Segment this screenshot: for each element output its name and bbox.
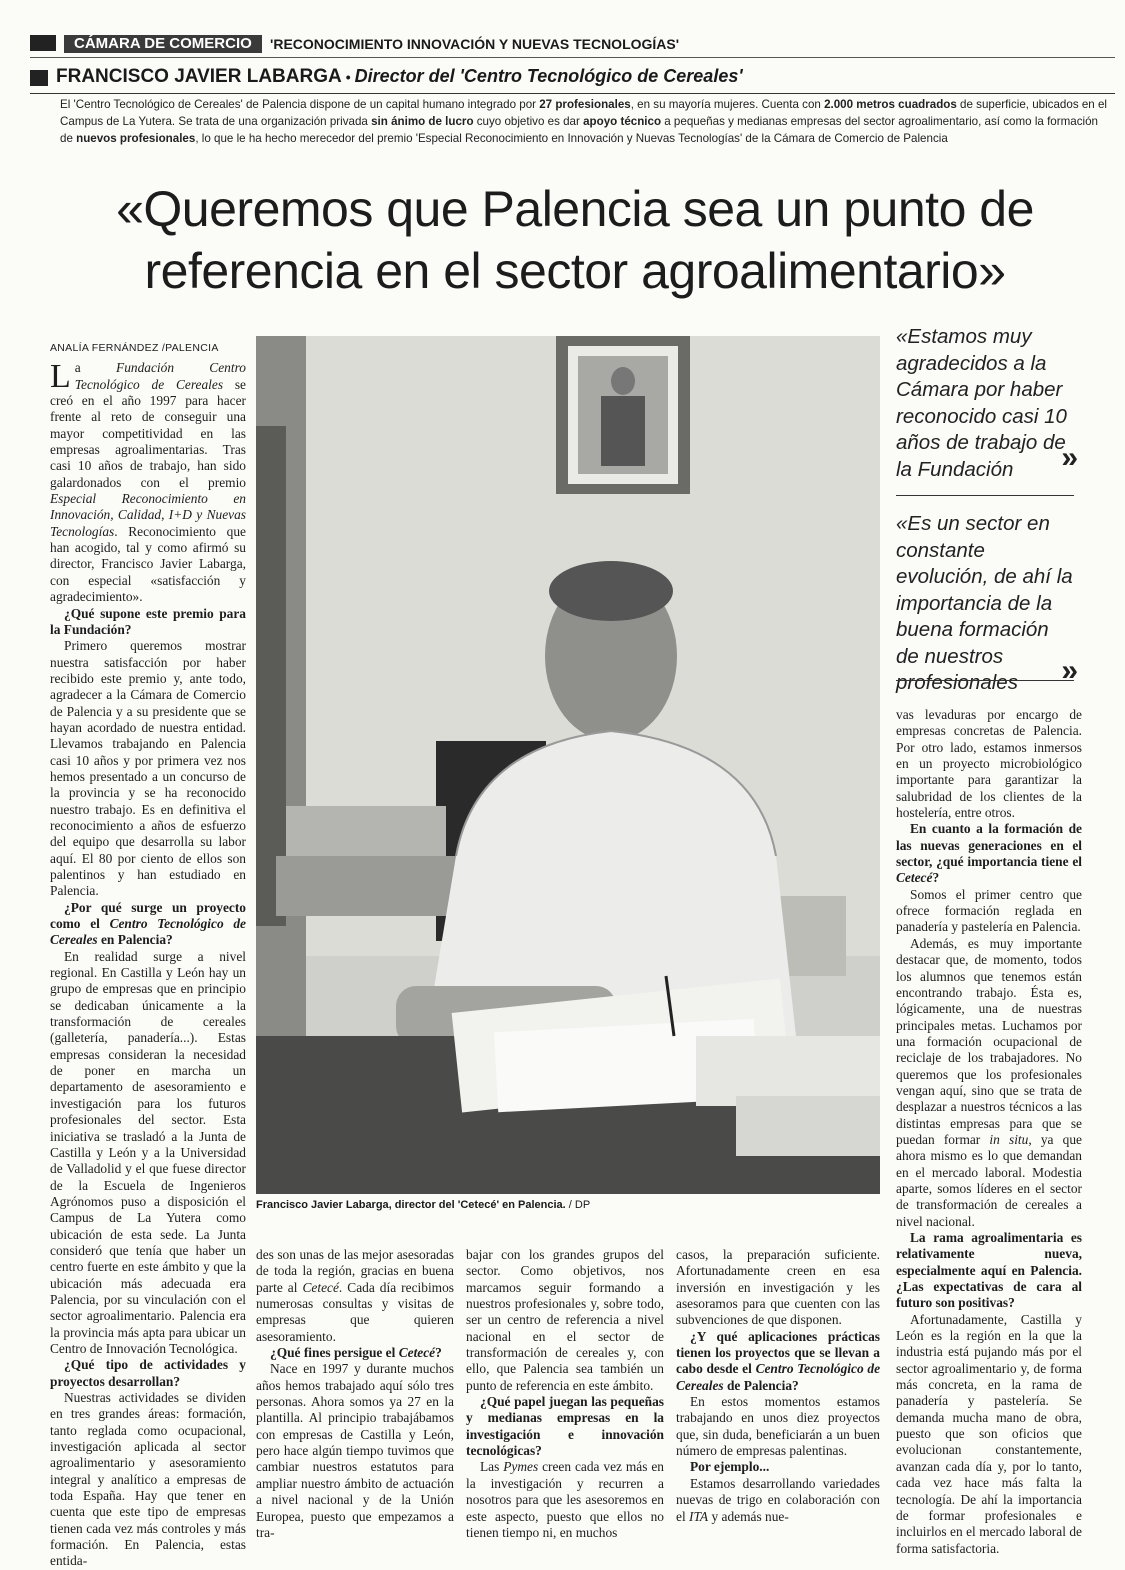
paragraph: Somos el primer centro que ofrece formación reglada en panadería y pastelería en Palencia. xyxy=(896,886,1082,935)
article-column-3 xyxy=(466,1247,664,1541)
section-marker xyxy=(30,35,56,51)
intro-lede: El 'Centro Tecnológico de Cereales' de Palencia dispone de un capital humano integrado por 27 profesionales, en su mayoría mujeres. Cuenta con 2.000 metros cuadrados de superficie, ubicados en el Campus de La Yutera. Se trata de una organización privada sin ánimo de lucro cuyo objetivo es dar apoyo técnico a pequeñas y medianas empresas del sector agroalimentario, así como la formación de nuevos profesionales, lo que le ha hecho merecedor del premio 'Especial Reconocimiento en Innovación y Nuevas Tecnologías' de la Cámara de Comercio de Palencia xyxy=(60,98,1107,145)
paragraph: Además, es muy importante destacar que, de momento, todos los alumnos que tenemos están encontrando trabajo. Ésta es, lógicamente, una de nuestras principales metas. Luchamos por una formación ocupacional de reciclaje de los trabajadores. No queremos que los profesionales vengan aquí, sino que se trata de desplazar a nuestros técnicos a las distintas empresas para que se puedan formar in situ, ya que ahora mismo es lo que demandan en el mercado laboral. Modestia aparte, somos líderes en el sector de transformación de cereales a nivel nacional. xyxy=(896,935,1082,1229)
interviewee-role: Director del 'Centro Tecnológico de Cereales' xyxy=(354,66,743,86)
guillemet-icon: » xyxy=(1061,654,1074,687)
portrait-photo xyxy=(256,336,880,1194)
headline-line-2: referencia en el sector agroalimentario» xyxy=(144,243,1006,299)
caption-text: Francisco Javier Labarga, director del 'Cetecé' en Palencia. xyxy=(256,1199,566,1211)
question: La rama agroalimentaria es relativamente nueva, especialmente aquí en Palencia. ¿Las expectativas de cara al futuro son positivas? xyxy=(896,1230,1082,1311)
headline xyxy=(50,178,1100,302)
paragraph: La Fundación Centro Tecnológico de Cereales se creó en el año 1997 para hacer frente al reto de conseguir una mayor competitividad en las empresas agroalimentarias. Tras casi 10 años de trabajo, han sido galardonados con el premio Especial Reconocimiento en Innovación, Calidad, I+D y Nuevas Tecnologías. Reconocimiento que han acogido, tal y como afirmó su director, Francisco Javier Labarga, con especial «satisfacción y agradecimiento». xyxy=(50,358,247,605)
pull-quote-divider xyxy=(896,680,1074,681)
paragraph: bajar con los grandes grupos del sector. Como objetivos, nos marcamos seguir formando a nuestros profesionales y, sobre todo, ser un centro de referencia a nivel nacional en el sector de transformación de cereales y, con ello, que Palencia sea también un punto de referencia en este ámbito. xyxy=(466,1247,664,1393)
paragraph: Las Pymes creen cada vez más en la investigación y recurren a nosotros para que les asesoremos en este aspecto, puesto que ellos no tienen tiempo ni, en muchos xyxy=(466,1459,664,1540)
author-byline: ANALÍA FERNÁNDEZ /PALENCIA xyxy=(50,342,219,354)
question: ¿Qué fines persigue el Cetecé? xyxy=(270,1345,442,1361)
byline-separator: • xyxy=(345,69,351,85)
paragraph: En realidad surge a nivel regional. En Castilla y León hay un grupo de empresas que en principio se dedicaban únicamente a la transformación de cereales (galletería, panadería...). Estas empresas consideran la necesidad de poner en marcha un departamento de asesoramiento e investigación para los futuros profesionales del sector. Esta iniciativa se trasladó a la Junta de Castilla y León y a la Universidad de Valladolid y el que fuese director de la Escuela de Ingenieros Agrónomos puso a disposición el Campus de La Yutera como ubicación de esta sede. La Junta consideró que tenía que haber un centro fuerte en este ámbito y que la ubicación más adecuada era Palencia, por su vinculación con el sector agroalimentario. Palencia era la provincia más apta para ubicar un Centro de Innovación Tecnológica. xyxy=(50,948,246,1356)
question: En cuanto a la formación de las nuevas generaciones en el sector, ¿qué importancia tiene el Cetecé? xyxy=(896,821,1082,886)
drop-cap: L xyxy=(50,358,71,396)
question: ¿Por qué surge un proyecto como el Centro Tecnológico de Cereales en Palencia? xyxy=(50,899,246,948)
question: Por ejemplo... xyxy=(690,1459,770,1475)
headline-line-1: «Queremos que Palencia sea un punto de xyxy=(116,181,1034,237)
paragraph: Nace en 1997 y durante muchos años hemos trabajado aquí sólo tres personas. Ahora somos ya 27 en la plantilla. Al principio trabajábamos con empresas de Castilla y León, pero hace algún tiempo tuvimos que cambiar nuestros estatutos para ampliar nuestro ámbito de actuación a nivel nacional y de la Unión Europea, puesto que empezamos a tra- xyxy=(256,1361,454,1540)
paragraph: Primero queremos mostrar nuestra satisfacción por haber recibido este premio y, ante todo, agradecer a la Cámara de Comercio de Palencia y a su presidente que se hayan acordado de nuestra entidad. Llevamos trabajando en Palencia casi 10 años y por primera vez nos hemos presentado a un concurso de la provincia y se ha reconocido nuestro trabajo. Es en definitiva el reconocimiento a años de esfuerzo del equipo que desarrolla su labor aquí. El 80 por ciento de ellos son palentinos y han estudiado en Palencia. xyxy=(50,638,246,899)
subsection-label: 'RECONOCIMIENTO INNOVACIÓN Y NUEVAS TECNOLOGÍAS' xyxy=(270,36,680,52)
pull-quote-2: «Es un sector en constante evolución, de ahí la importancia de la buena formación de nuestros profesionales » xyxy=(896,512,1074,694)
paragraph: vas levaduras por encargo de empresas concretas de Palencia. Por otro lado, estamos inmersos en un proyecto microbiológico importante para garantizar la salubridad de los clientes de la hostelería, entre otros. xyxy=(896,707,1082,821)
paragraph: casos, la preparación suficiente. Afortunadamente creen en esa inversión en investigación y les asesoramos para que cuenten con las subvenciones de que disponen. xyxy=(676,1247,880,1328)
photo-illustration xyxy=(256,336,880,1194)
caption-credit: / DP xyxy=(565,1199,591,1211)
paragraph: Nuestras actividades se dividen en tres grandes áreas: formación, tanto reglada como ocupacional, investigación aplicada al sector agroalimentario y asesoramiento integral y analítico a empresas de toda España. Hay que tener en cuenta que este tipo de empresas tienen cada vez más controles y más formación. En Palencia, estas entida- xyxy=(50,1390,246,1569)
section-label: CÁMARA DE COMERCIO xyxy=(64,35,262,53)
article-column-2 xyxy=(256,1247,454,1541)
question: ¿Qué tipo de actividades y proyectos desarrollan? xyxy=(50,1357,246,1389)
byline-rule xyxy=(30,93,1115,94)
article-column-1 xyxy=(50,340,246,1570)
header-rule xyxy=(30,57,1115,58)
interviewee-name: FRANCISCO JAVIER LABARGA xyxy=(56,66,342,87)
question: ¿Qué supone este premio para la Fundación? xyxy=(50,605,246,637)
article-column-4 xyxy=(676,1247,880,1525)
paragraph: En estos momentos estamos trabajando en unos diez proyectos que, sin duda, beneficiarán a un buen número de empresas palentinas. xyxy=(676,1394,880,1459)
question: ¿Qué papel juegan las pequeñas y medianas empresas en la investigación e innovación tecnológicas? xyxy=(466,1394,664,1459)
interviewee-byline xyxy=(30,66,1115,92)
question: ¿Y qué aplicaciones prácticas tienen los proyectos que se llevan a cabo desde el Centro Tecnológico de Cereales de Palencia? xyxy=(676,1328,881,1393)
paragraph: Afortunadamente, Castilla y León es la región en la que la industria está pujando más por el sector agroalimentario y, de forma más concreta, en la rama de panadería y pastelería. Se demanda mucha mano de obra, puesto que son oficios que evolucionan constantemente, avanzan cada día y, por lo tanto, cada vez hace más falta la tecnología. De ahí la importancia de formar profesionales e incluirlos en el mercado laboral de forma satisfactoria. xyxy=(896,1311,1082,1556)
pull-quote-1: «Estamos muy agradecidos a la Cámara por haber reconocido casi 10 años de trabajo de la Fundación » xyxy=(896,325,1074,481)
guillemet-icon: » xyxy=(1061,440,1074,474)
pull-quote-divider xyxy=(896,495,1074,496)
section-header xyxy=(30,33,1115,55)
article-column-5 xyxy=(896,707,1082,1557)
byline-icon xyxy=(30,70,48,86)
paragraph: Estamos desarrollando variedades nuevas de trigo en colaboración con el ITA y además nue- xyxy=(676,1475,880,1524)
photo-caption xyxy=(256,1199,880,1211)
paragraph: des son unas de las mejor asesoradas de toda la región, gracias en buena parte al Cetecé. Cada día recibimos numerosas consultas y visitas de empresas que quieren asesoramiento. xyxy=(256,1247,454,1344)
